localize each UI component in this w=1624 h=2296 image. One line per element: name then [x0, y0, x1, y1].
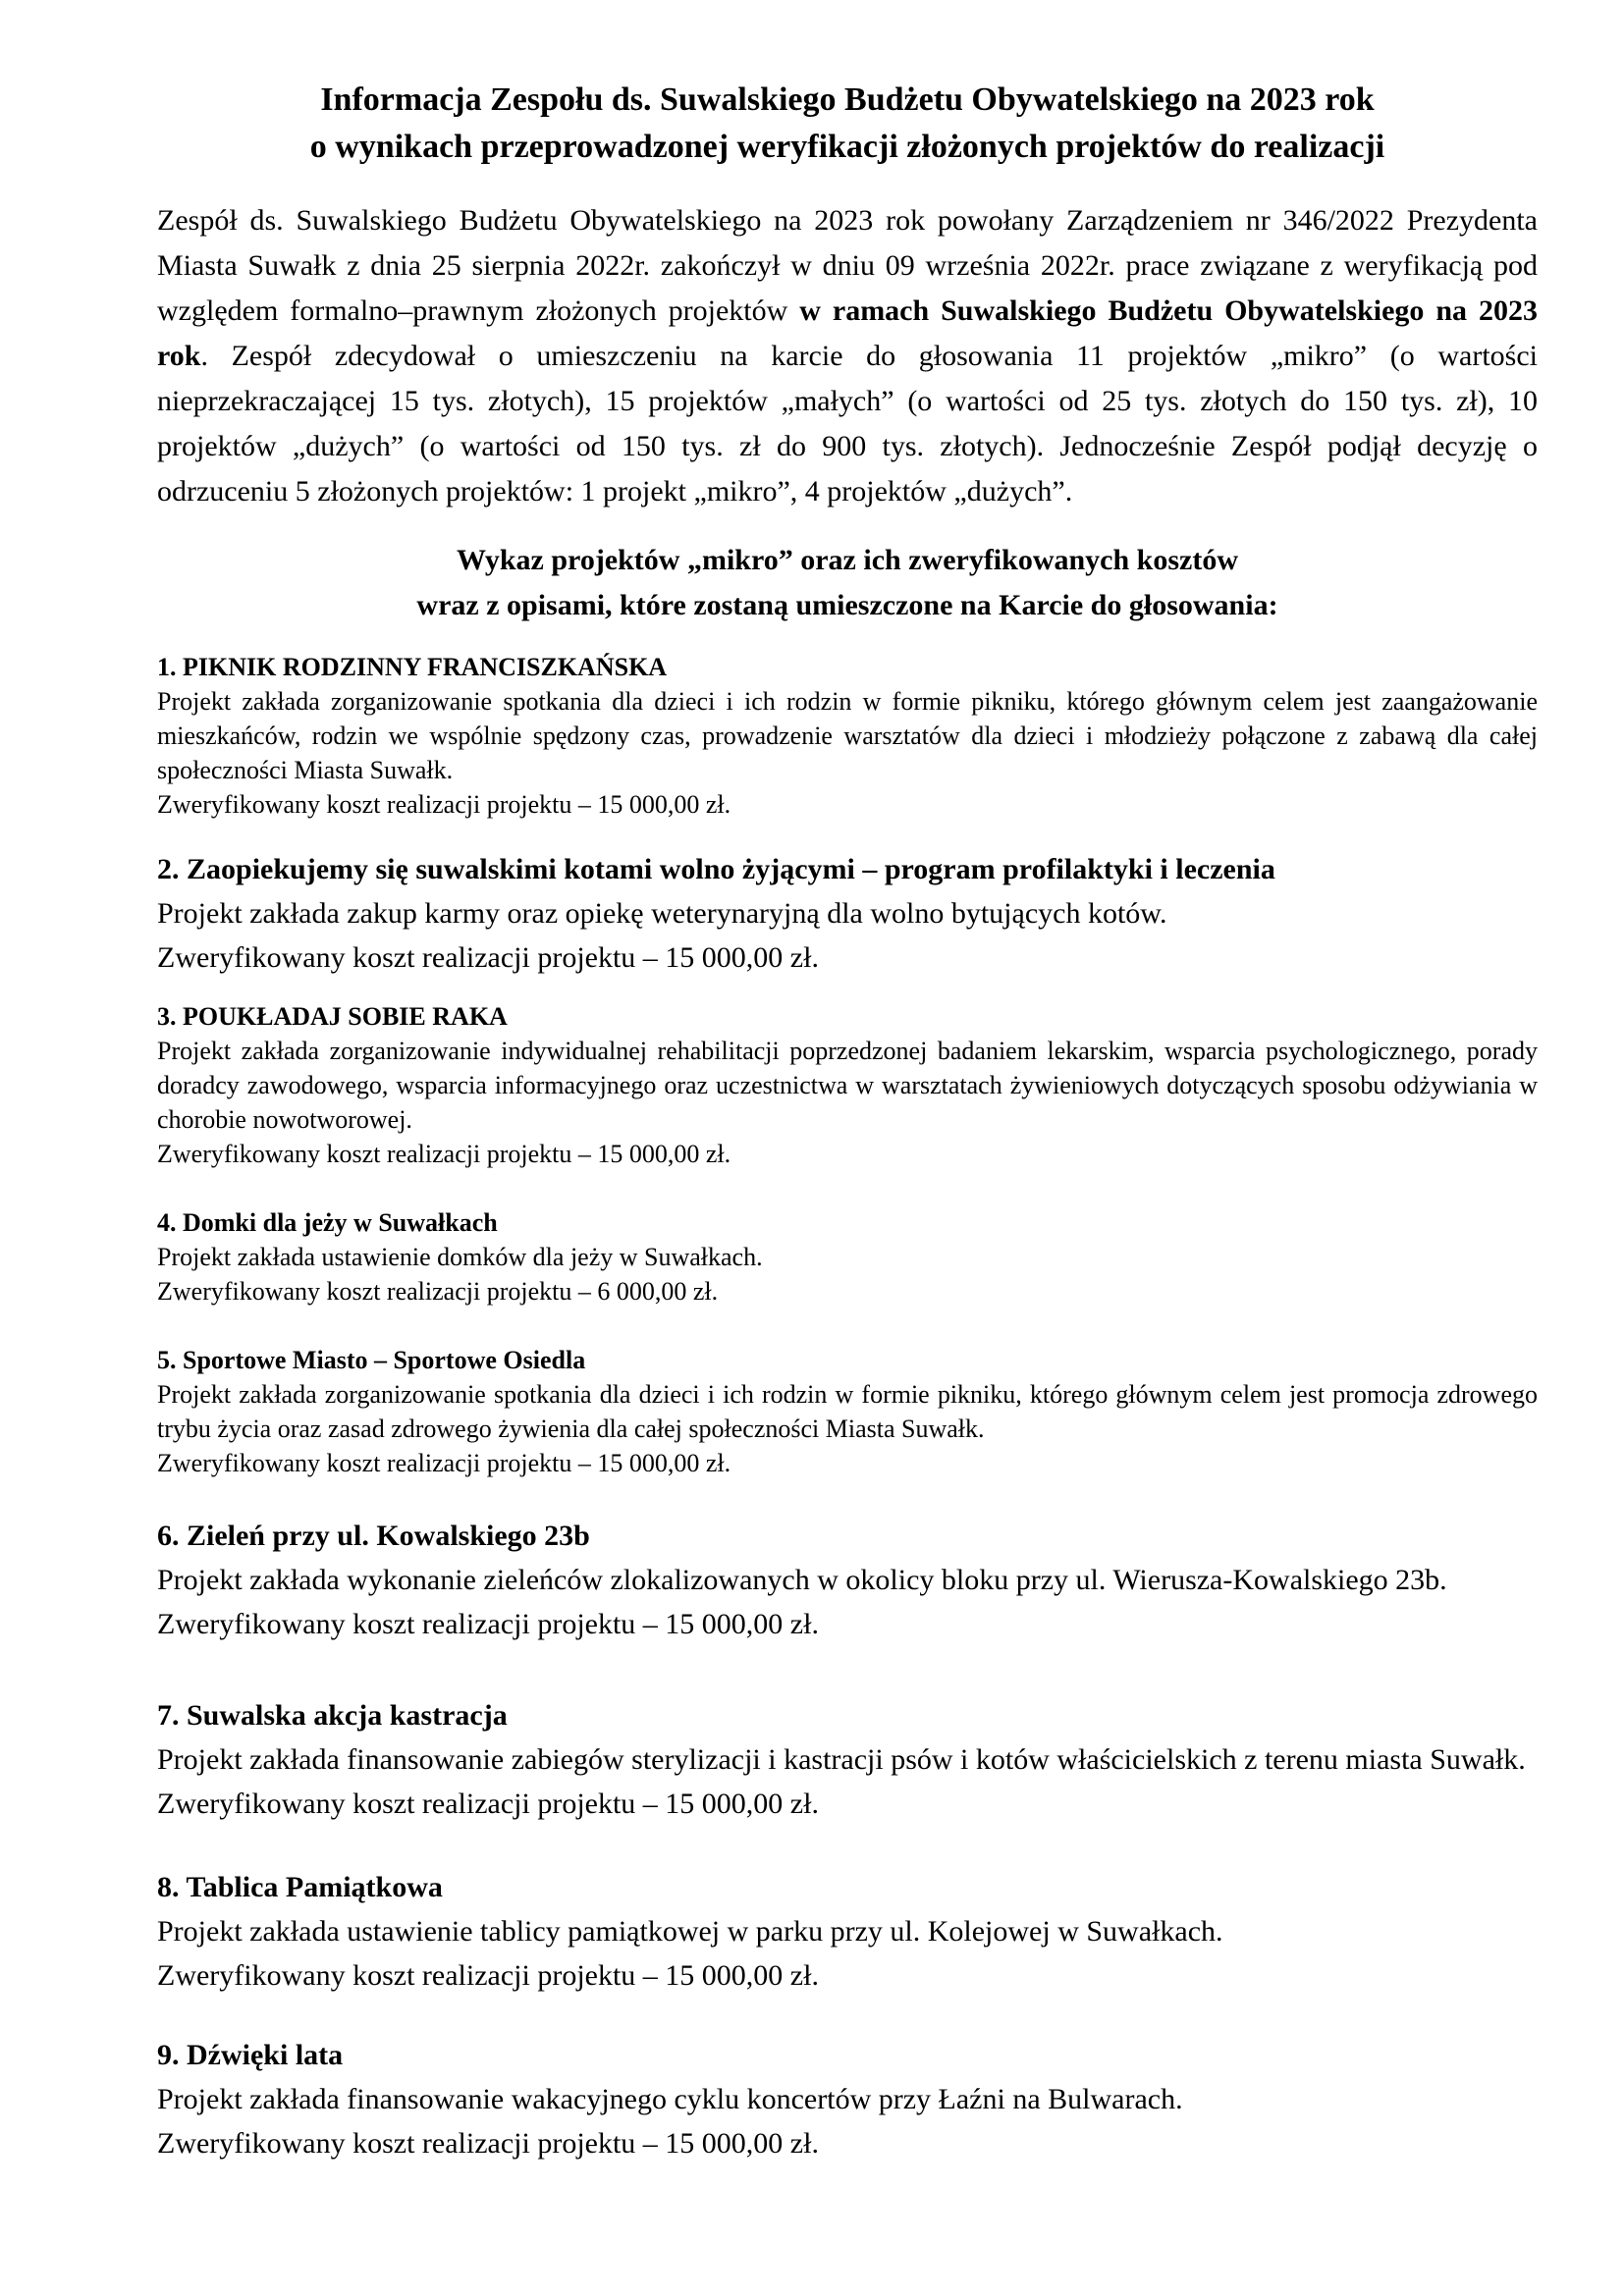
- project-title: 3. POUKŁADAJ SOBIE RAKA: [157, 1002, 508, 1031]
- projects-list-heading: [157, 538, 1538, 628]
- project-item-4: [157, 1205, 1538, 1308]
- project-description: Projekt zakłada zakup karmy oraz opiekę weterynaryjną dla wolno bytujących kotów.: [157, 897, 1167, 930]
- project-cost: Zweryfikowany koszt realizacji projektu – 15 000,00 zł.: [157, 1608, 819, 1640]
- title-line-1: Informacja Zespołu ds. Suwalskiego Budżetu Obywatelskiego na 2023 rok: [320, 81, 1375, 118]
- project-title: 2. Zaopiekujemy się suwalskimi kotami wolno żyjącymi – program profilaktyki i leczenia: [157, 853, 1275, 885]
- project-description: Projekt zakłada finansowanie zabiegów sterylizacji i kastracji psów i kotów właścicielskich z terenu miasta Suwałk.: [157, 1743, 1526, 1776]
- project-description: Projekt zakłada zorganizowanie spotkania dla dzieci i ich rodzin w formie pikniku, którego głównym celem jest promocja zdrowego trybu życia oraz zasad zdrowego żywienia dla całej społeczności Miasta Suwałk.: [157, 1380, 1538, 1443]
- project-cost: Zweryfikowany koszt realizacji projektu – 6 000,00 zł.: [157, 1277, 719, 1306]
- project-item-7: [157, 1693, 1538, 1826]
- project-description: Projekt zakłada zorganizowanie spotkania dla dzieci i ich rodzin w formie pikniku, którego głównym celem jest zaangażowanie mieszkańców, rodzin we wspólnie spędzony czas, prowadzenie warsztatów dla dzieci i młodzieży połączone z zabawą dla całej społeczności Miasta Suwałk.: [157, 687, 1538, 784]
- project-item-6: [157, 1514, 1538, 1646]
- project-item-9: [157, 2033, 1538, 2165]
- project-item-5: [157, 1343, 1538, 1480]
- project-title: 5. Sportowe Miasto – Sportowe Osiedla: [157, 1346, 586, 1374]
- project-cost: Zweryfikowany koszt realizacji projektu – 15 000,00 zł.: [157, 941, 819, 974]
- intro-paragraph: [157, 198, 1538, 514]
- project-description: Projekt zakłada finansowanie wakacyjnego cyklu koncertów przy Łaźni na Bulwarach.: [157, 2083, 1183, 2115]
- project-cost: Zweryfikowany koszt realizacji projektu – 15 000,00 zł.: [157, 2127, 819, 2160]
- list-heading-line-1: Wykaz projektów „mikro” oraz ich zweryfikowanych kosztów: [456, 544, 1239, 576]
- page-title: [157, 77, 1538, 171]
- project-item-3: [157, 999, 1538, 1171]
- project-cost: Zweryfikowany koszt realizacji projektu – 15 000,00 zł.: [157, 790, 731, 819]
- intro-text-1: Zespół ds. Suwalskiego Budżetu Obywatelskiego na 2023 rok powołany Zarządzeniem nr 346/2022 Prezydenta Miasta Suwałk z dnia 25 sierpnia 2022r. zakończył w dniu 09 września 2022r. prace związane z weryfikacją pod względem formalno–prawnym złożonych projektów: [157, 204, 1538, 327]
- title-line-2: o wynikach przeprowadzonej weryfikacji złożonych projektów do realizacji: [309, 129, 1385, 165]
- project-cost: Zweryfikowany koszt realizacji projektu – 15 000,00 zł.: [157, 1959, 819, 1992]
- project-cost: Zweryfikowany koszt realizacji projektu – 15 000,00 zł.: [157, 1449, 731, 1477]
- intro-text-2: . Zespół zdecydował o umieszczeniu na karcie do głosowania 11 projektów „mikro” (o wartości nieprzekraczającej 15 tys. złotych), 15 projektów „małych” (o wartości od 25 tys. złotych do 150 tys. zł), 10 projektów „dużych” (o wartości od 150 tys. zł do 900 tys. złotych). Jednocześnie Zespół podjął decyzję o odrzuceniu 5 złożonych projektów: 1 projekt „mikro”, 4 projektów „dużych”.: [157, 340, 1538, 507]
- project-title: 1. PIKNIK RODZINNY FRANCISZKAŃSKA: [157, 653, 668, 681]
- list-heading-line-2: wraz z opisami, które zostaną umieszczone na Karcie do głosowania:: [416, 589, 1278, 621]
- project-description: Projekt zakłada wykonanie zieleńców zlokalizowanych w okolicy bloku przy ul. Wierusza-Kowalskiego 23b.: [157, 1564, 1447, 1596]
- project-item-1: [157, 650, 1538, 822]
- project-description: Projekt zakłada zorganizowanie indywidualnej rehabilitacji poprzedzonej badaniem lekarskim, wsparcia psychologicznego, porady doradcy zawodowego, wsparcia informacyjnego oraz uczestnictwa w warsztatach żywieniowych dotyczących sposobu odżywiania w chorobie nowotworowej.: [157, 1037, 1538, 1134]
- project-title: 4. Domki dla jeży w Suwałkach: [157, 1208, 498, 1237]
- project-item-8: [157, 1865, 1538, 1998]
- project-title: 7. Suwalska akcja kastracja: [157, 1699, 508, 1732]
- project-description: Projekt zakłada ustawienie domków dla jeży w Suwałkach.: [157, 1243, 763, 1271]
- project-title: 9. Dźwięki lata: [157, 2039, 344, 2071]
- project-item-2: [157, 847, 1538, 980]
- project-cost: Zweryfikowany koszt realizacji projektu – 15 000,00 zł.: [157, 1140, 731, 1168]
- project-title: 8. Tablica Pamiątkowa: [157, 1871, 443, 1903]
- project-description: Projekt zakłada ustawienie tablicy pamiątkowej w parku przy ul. Kolejowej w Suwałkach.: [157, 1915, 1223, 1948]
- project-cost: Zweryfikowany koszt realizacji projektu – 15 000,00 zł.: [157, 1788, 819, 1820]
- project-title: 6. Zieleń przy ul. Kowalskiego 23b: [157, 1520, 590, 1552]
- intro-text-bold: w ramach Suwalskiego Budżetu Obywatelskiego na 2023 rok: [157, 294, 1538, 372]
